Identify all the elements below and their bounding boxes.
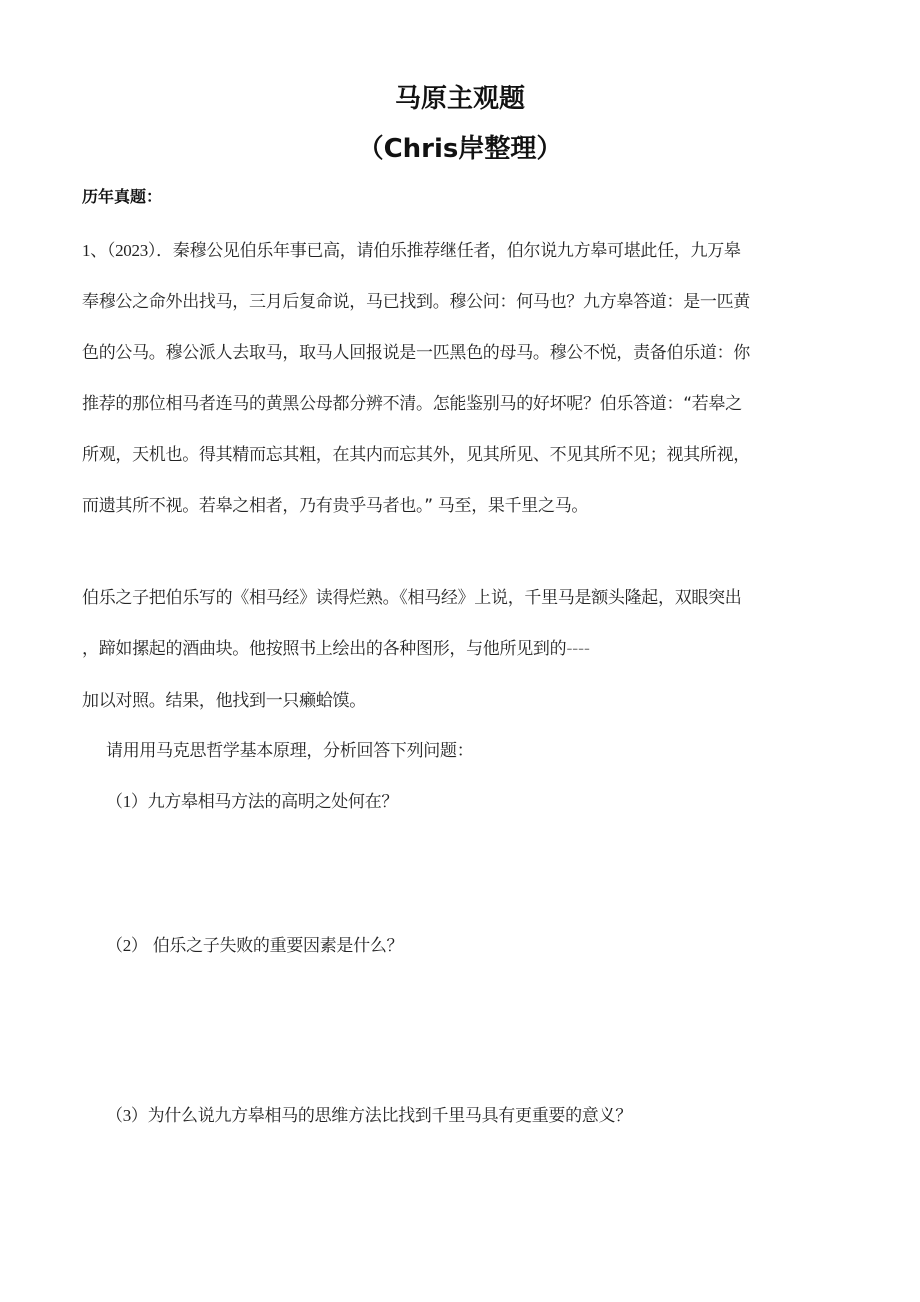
passage-line	[82, 236, 741, 261]
question-2	[106, 931, 403, 956]
passage-line	[82, 634, 590, 659]
passage-line: 而遗其所不视。若皋之相者，乃有贵乎马者也。” 马至，果千里之马。	[82, 496, 589, 516]
question-text: 伯乐之子失败的重要因素是什么？	[147, 936, 404, 956]
question-number: （2）	[106, 936, 148, 955]
question-text: 为什么说九方皋相马的思维方法比找到千里马具有更重要的意义？	[147, 1106, 632, 1126]
section-label: 历年真题：	[82, 187, 163, 206]
question-text: 九方皋相马方法的高明之处何在？	[147, 792, 399, 812]
question-number: （3）	[106, 1106, 148, 1125]
question-3	[106, 1101, 632, 1126]
passage-line: 推荐的那位相马者连马的黄黑公母都分辨不清。怎能鉴别马的好坏呢？伯乐答道：“若皋之	[82, 394, 742, 414]
dash-line: ----	[566, 639, 590, 659]
question-number: （1）	[106, 792, 148, 811]
passage-text: ．秦穆公见伯乐年事已高，请伯乐推荐继任者，伯尔说九方皋可堪此任，九万皋	[156, 241, 741, 261]
passage-line: 所观，天机也。得其精而忘其粗，在其内而忘其外，见其所见、不见其所不见；视其所视，	[82, 445, 750, 465]
passage-text: ，蹄如摞起的酒曲块。他按照书上绘出的各种图形，与他所见到的	[82, 639, 567, 659]
instruction: 请用用马克思哲学基本原理，分析回答下列问题：	[106, 741, 474, 761]
passage-line: 色的公马。穆公派人去取马，取马人回报说是一匹黑色的母马。穆公不悦，责备伯乐道：你	[82, 343, 750, 363]
passage-line: 伯乐之子把伯乐写的《相马经》读得烂熟。《相马经》上说，千里马是额头隆起，双眼突出	[82, 588, 742, 608]
passage-line: 奉穆公之命外出找马，三月后复命说，马已找到。穆公问：何马也？九方皋答道：是一匹黄	[82, 292, 750, 312]
page-title: 马原主观题	[394, 84, 525, 114]
question-1	[106, 787, 398, 812]
question-number: 1、（2023）	[82, 241, 157, 260]
page-subtitle: （Chris岸整理）	[357, 134, 563, 164]
passage-line: 加以对照。结果，他找到一只癞蛤馍。	[82, 691, 366, 711]
